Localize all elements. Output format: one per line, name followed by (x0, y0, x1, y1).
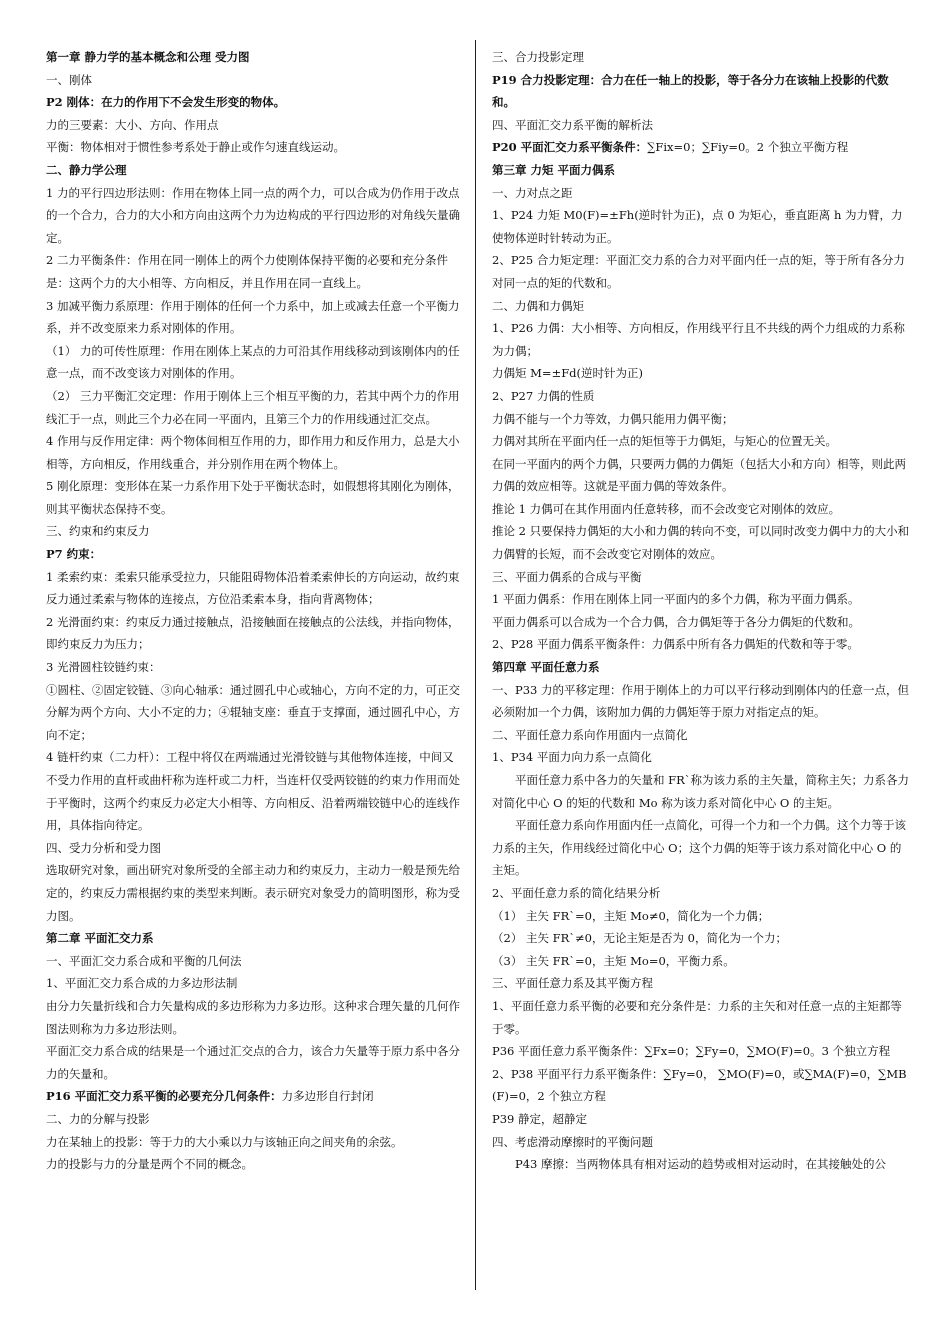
line-text: 1、平面任意力系平衡的必要和充分条件是：力系的主矢和对任意一点的主矩都等于零。 (492, 998, 902, 1036)
line-text: 第一章 静力学的基本概念和公理 受力图 (46, 50, 250, 64)
line-text: 三、平面力偶系的合成与平衡 (492, 569, 642, 584)
line-text: （3） 主矢 FR`=0，主矩 Mo=0，平衡力系。 (492, 953, 735, 968)
line-text: 4 链杆约束（二力杆）：工程中将仅在两端通过光滑铰链与其他物体连接，中间又不受力作用的直杆或曲杆称为连杆或二力杆，当连杆仅受两铰链的约束力作用而处于平衡时，这两个约束反力必定大小相等、方向相反、沿着两端铰链中心的连线作用，具体指向待定。 (46, 750, 460, 833)
text-line (46, 746, 464, 836)
line-text: 一、平面汇交力系合成和平衡的几何法 (46, 953, 242, 968)
text-line (492, 498, 910, 521)
line-text: 平面任意力系向作用面内任一点简化，可得一个力和一个力偶。这个力等于该力系的主矢，作用线经过简化中心 O；这个力偶的矩等于该力系对简化中心 O 的主矩。 (492, 818, 906, 878)
text-line (46, 249, 464, 294)
line-text: ①圆柱、②固定铰链、③向心轴承：通过圆孔中心或轴心，方向不定的力，可正交分解为两个方向、大小不定的力；④辊轴支座：垂直于支撑面，通过圆孔中心，方向不定； (46, 682, 460, 742)
text-line (492, 249, 910, 294)
text-line (492, 1131, 910, 1154)
text-line (492, 882, 910, 905)
line-text: 3 加减平衡力系原理：作用于刚体的任何一个力系中，加上或减去任意一个平衡力系，并不改变原来力系对刚体的作用。 (46, 298, 460, 336)
text-line (46, 995, 464, 1040)
text-line (46, 114, 464, 137)
line-text: 二、平面任意力系向作用面内一点简化 (492, 727, 688, 742)
line-text: P43 摩擦：当两物体具有相对运动的趋势或相对运动时，在其接触处的公 (515, 1157, 887, 1172)
line-text: P16 平面汇交力系平衡的必要充分几何条件： (46, 1089, 282, 1104)
text-line (492, 362, 910, 385)
text-line (492, 905, 910, 928)
line-text: 1 柔索约束：柔索只能承受拉力，只能阻碍物体沿着柔索伸长的方向运动，故约束反力通过柔索与物体的连接点，方位沿柔索本身，指向背离物体； (46, 569, 460, 607)
line-text: 1、P34 平面力向力系一点简化 (492, 750, 652, 765)
line-text: 选取研究对象，画出研究对象所受的全部主动力和约束反力，主动力一般是预先给定的，约束反力需根据约束的类型来判断。表示研究对象受力的简明图形，称为受力图。 (46, 863, 460, 923)
text-line (492, 950, 910, 973)
line-text: 2、P28 平面力偶系平衡条件：力偶系中所有各力偶矩的代数和等于零。 (492, 637, 859, 652)
line-text: 2、P27 力偶的性质 (492, 388, 595, 403)
text-line (46, 611, 464, 656)
text-line (46, 520, 464, 543)
text-line (492, 656, 910, 679)
line-text: 1、P26 力偶：大小相等、方向相反，作用线平行且不共线的两个力组成的力系称为力偶； (492, 321, 905, 358)
text-line (46, 566, 464, 611)
line-text: 1 力的平行四边形法则：作用在物体上同一点的两个力，可以合成为仍作用于改点的一个合力，合力的大小和方向由这两个力为边构成的平行四边形的对角线矢量确定。 (46, 185, 460, 245)
text-line (492, 408, 910, 431)
text-line (46, 295, 464, 340)
text-line (46, 679, 464, 747)
line-text: 第四章 平面任意力系 (492, 660, 600, 675)
text-line (46, 182, 464, 250)
text-line (492, 1063, 910, 1108)
text-line (492, 633, 910, 656)
text-line (492, 159, 910, 182)
line-text: 2、P38 平面平行力系平衡条件：∑Fy=0， ∑MO(F)=0，或∑MA(F)=0，∑MB(F)=0，2 个独立方程 (492, 1066, 907, 1104)
line-text: 力偶不能与一个力等效，力偶只能用力偶平衡； (492, 411, 734, 426)
text-line (492, 927, 910, 950)
line-text: 5 刚化原理：变形体在某一力系作用下处于平衡状态时，如假想将其刚化为刚体，则其平衡状态保持不变。 (46, 479, 460, 516)
line-text: 一、力对点之距 (492, 185, 573, 200)
text-line (46, 340, 464, 385)
line-text: 四、受力分析和受力图 (46, 840, 161, 855)
text-line (46, 91, 464, 114)
text-line (46, 927, 464, 950)
line-text: 推论 1 力偶可在其作用面内任意转移，而不会改变它对刚体的效应。 (492, 501, 841, 516)
line-text: 力的三要素：大小、方向、作用点 (46, 117, 219, 132)
line-text: 4 作用与反作用定律：两个物体间相互作用的力，即作用力和反作用力，总是大小相等，方向相反，作用线重合，并分别作用在两个物体上。 (46, 434, 460, 471)
text-line (492, 295, 910, 318)
text-line (492, 520, 910, 565)
line-text: 平面任意力系中各力的矢量和 FR`称为该力系的主矢量，简称主矢；力系各力对简化中心 O 的矩的代数和 Mo 称为该力系对简化中心 O 的主矩。 (492, 773, 910, 810)
right-column (492, 46, 910, 1176)
text-line (46, 46, 464, 69)
text-line (492, 385, 910, 408)
text-line (492, 724, 910, 747)
text-line (46, 543, 464, 566)
text-line (46, 837, 464, 860)
line-text: 1、P24 力矩 M0(F)=±Fh(逆时针为正)，点 0 为矩心，垂直距离 h 为力臂，力使物体逆时针转动为正。 (492, 208, 903, 245)
text-line (46, 385, 464, 430)
text-line (46, 950, 464, 973)
line-text: 推论 2 只要保持力偶矩的大小和力偶的转向不变，可以同时改变力偶中力的大小和力偶臂的长短，而不会改变它对刚体的效应。 (492, 524, 910, 562)
text-line (46, 475, 464, 520)
line-text: 2 二力平衡条件：作用在同一刚体上的两个力使刚体保持平衡的必要和充分条件是：这两个力的大小相等、方向相反，并且作用在同一直线上。 (46, 253, 448, 290)
line-text: 力偶矩 M=±Fd(逆时针为正) (492, 366, 644, 381)
text-line (492, 182, 910, 205)
line-text: 第三章 力矩 平面力偶系 (492, 162, 616, 177)
text-line (492, 995, 910, 1040)
line-text: 三、平面任意力系及其平衡方程 (492, 976, 653, 991)
text-line (492, 566, 910, 589)
text-line (492, 814, 910, 882)
text-line (46, 136, 464, 159)
line-rest: 力多边形自行封闭 (281, 1089, 374, 1104)
line-text: 一、P33 力的平移定理：作用于刚体上的力可以平行移动到刚体内的任意一点，但必须附加一个力偶，该附加力偶的力偶矩等于原力对指定点的矩。 (492, 682, 910, 720)
line-text: P7 约束： (46, 547, 102, 562)
text-line (492, 588, 910, 611)
text-line (492, 611, 910, 634)
text-line (492, 114, 910, 137)
text-line (46, 1153, 464, 1176)
text-line (46, 859, 464, 927)
line-text: 二、静力学公理 (46, 162, 127, 177)
text-line (46, 1085, 464, 1108)
line-text: 力在某轴上的投影：等于力的大小乘以力与该轴正向之间夹角的余弦。 (46, 1134, 403, 1149)
text-line (492, 317, 910, 362)
text-line (492, 769, 910, 814)
line-text: P2 刚体：在力的作用下不会发生形变的物体。 (46, 95, 286, 110)
line-text: 二、力的分解与投影 (46, 1111, 150, 1126)
line-text: 3 光滑圆柱铰链约束： (46, 660, 161, 675)
line-text: 力的投影与力的分量是两个不同的概念。 (46, 1157, 253, 1172)
line-text: 四、平面汇交力系平衡的解析法 (492, 117, 653, 132)
text-line (46, 656, 464, 679)
line-text: （2） 三力平衡汇交定理：作用于刚体上三个相互平衡的力，若其中两个力的作用线汇于一点，则此三个力必在同一平面内，且第三个力的作用线通过汇交点。 (46, 388, 460, 426)
line-text: （1） 主矢 FR`=0，主矩 Mo≠0，简化为一个力偶； (492, 908, 770, 923)
line-text: 平衡：物体相对于惯性参考系处于静止或作匀速直线运动。 (46, 140, 345, 155)
text-line (492, 46, 910, 69)
text-line (492, 453, 910, 498)
line-text: P39 静定，超静定 (492, 1111, 588, 1126)
text-line (46, 1108, 464, 1131)
line-text: 四、考虑滑动摩擦时的平衡问题 (492, 1134, 653, 1149)
text-line (492, 430, 910, 453)
text-line (492, 204, 910, 249)
line-text: （1） 力的可传性原理：作用在刚体上某点的力可沿其作用线移动到该刚体内的任意一点，而不改变该力对刚体的作用。 (46, 343, 460, 381)
line-text: 平面力偶系可以合成为一个合力偶，合力偶矩等于各分力偶矩的代数和。 (492, 614, 860, 629)
line-text: 三、合力投影定理 (492, 50, 584, 64)
line-text: 由分力矢量折线和合力矢量构成的多边形称为力多边形。这种求合理矢量的几何作图法则称为力多边形法则。 (46, 998, 460, 1036)
line-text: P19 合力投影定理：合力在任一轴上的投影，等于各分力在该轴上投影的代数和。 (492, 72, 889, 110)
line-text: 平面汇交力系合成的结果是一个通过汇交点的合力，该合力矢量等于原力系中各分力的矢量和。 (46, 1044, 460, 1081)
text-line (492, 972, 910, 995)
line-text: P36 平面任意力系平衡条件：∑Fx=0；∑Fy=0，∑MO(F)=0。3 个独立方程 (492, 1044, 891, 1059)
line-text: 第二章 平面汇交力系 (46, 931, 154, 946)
text-line (492, 1153, 910, 1176)
column-divider (475, 40, 476, 1290)
line-text: 一、刚体 (46, 72, 92, 87)
text-line (492, 136, 910, 159)
line-text: 力偶对其所在平面内任一点的矩恒等于力偶矩，与矩心的位置无关。 (492, 434, 837, 449)
line-text: 在同一平面内的两个力偶，只要两力偶的力偶矩（包括大小和方向）相等，则此两力偶的效应相等。这就是平面力偶的等效条件。 (492, 456, 906, 494)
text-line (46, 159, 464, 182)
text-line (46, 430, 464, 475)
line-text: 二、力偶和力偶矩 (492, 298, 584, 313)
line-text: 1 平面力偶系：作用在刚体上同一平面内的多个力偶，称为平面力偶系。 (492, 592, 860, 607)
line-text: 三、约束和约束反力 (46, 524, 150, 539)
text-line (46, 1040, 464, 1085)
line-text: 2 光滑面约束：约束反力通过接触点，沿接触面在接触点的公法线，并指向物体， 即约束反力为压力； (46, 614, 460, 652)
text-line (492, 1040, 910, 1063)
left-column (46, 46, 464, 1176)
text-line (492, 69, 910, 114)
text-line (492, 746, 910, 769)
line-text: 2、P25 合力矩定理：平面汇交力系的合力对平面内任一点的矩，等于所有各分力对同一点的矩的代数和。 (492, 253, 905, 290)
line-text: P20 平面汇交力系平衡条件： (492, 140, 648, 155)
text-line (46, 972, 464, 995)
text-line (46, 69, 464, 92)
line-rest: ∑Fix=0；∑Fiy=0。2 个独立平衡方程 (647, 140, 849, 155)
line-text: 2、平面任意力系的简化结果分析 (492, 885, 661, 900)
text-line (492, 1108, 910, 1131)
line-text: （2） 主矢 FR`≠0，无论主矩是否为 0，简化为一个力； (492, 931, 787, 946)
text-line (492, 679, 910, 724)
line-text: 1、平面汇交力系合成的力多边形法制 (46, 976, 238, 991)
text-line (46, 1131, 464, 1154)
